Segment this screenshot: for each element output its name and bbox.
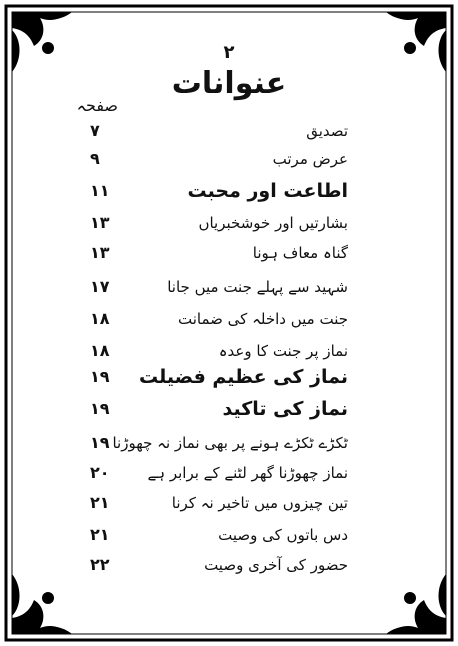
- toc-row: [70, 306, 348, 332]
- toc-entry-page: ۱۹: [90, 433, 110, 452]
- toc-row: [70, 118, 348, 144]
- toc-row: [70, 274, 348, 300]
- toc-entry-page: ۱۷: [90, 277, 110, 296]
- toc-entry-title: نماز پر جنت کا وعدہ: [218, 342, 348, 360]
- toc-row: [70, 396, 348, 422]
- toc-entry-title: تصدیق: [306, 122, 348, 140]
- toc-entry-page: ۱۳: [90, 243, 110, 262]
- toc-entry-title: نماز کی عظیم فضیلت: [139, 366, 348, 388]
- toc-row: [70, 338, 348, 364]
- toc-row: [70, 552, 348, 578]
- toc-entry-page: ۱۸: [90, 309, 110, 328]
- toc-row: [70, 522, 348, 548]
- page-column-header: صفحہ: [76, 96, 118, 115]
- toc-entry-title: جنت میں داخلہ کی ضمانت: [178, 310, 348, 328]
- toc-entry-title: اطاعت اور محبت: [187, 180, 348, 202]
- toc-entry-page: ۲۱: [90, 493, 110, 512]
- toc-entry-page: ۱۸: [90, 341, 110, 360]
- toc-row: [70, 240, 348, 266]
- toc-row: [70, 178, 348, 204]
- toc-entry-title: دس باتوں کی وصیت: [218, 526, 348, 544]
- toc-row: [70, 210, 348, 236]
- page-title: عنوانات: [171, 66, 287, 101]
- toc-entry-page: ۹: [90, 149, 100, 168]
- toc-entry-page: ۷: [90, 121, 100, 140]
- toc-entry-title: تین چیزوں میں تاخیر نہ کرنا: [171, 494, 348, 512]
- toc-entry-title: نماز کی تاکید: [222, 398, 348, 420]
- toc-entry-title: بشارتیں اور خوشخبریاں: [198, 214, 348, 232]
- toc-entry-page: ۱۳: [90, 213, 110, 232]
- toc-entry-title: عرض مرتب: [272, 150, 348, 168]
- toc-entry-page: ۱۹: [90, 399, 110, 418]
- toc-row: [70, 146, 348, 172]
- toc-entry-title: نماز چھوڑنا گھر لٹنے کے برابر ہے: [147, 464, 348, 482]
- toc-entry-page: ۱۱: [90, 181, 110, 200]
- toc-entry-page: ۱۹: [90, 367, 110, 386]
- toc-entry-page: ۲۰: [90, 463, 110, 482]
- toc-entry-page: ۲۲: [90, 555, 110, 574]
- page-number: ۲: [223, 42, 235, 63]
- toc-entry-title: حضور کی آخری وصیت: [204, 556, 348, 574]
- toc-row: [70, 490, 348, 516]
- corner-ornament-bottom-left: [12, 574, 72, 634]
- toc-entry-page: ۲۱: [90, 525, 110, 544]
- toc-row: [70, 460, 348, 486]
- toc-entry-title: گناہ معاف ہونا: [252, 244, 348, 262]
- corner-ornament-bottom-right: [386, 574, 446, 634]
- toc-row: [70, 430, 348, 456]
- toc-entry-title: ٹکڑے ٹکڑے ہونے پر بھی نماز نہ چھوڑنا: [112, 434, 348, 452]
- toc-row: [70, 364, 348, 390]
- toc-entry-title: شہید سے پہلے جنت میں جانا: [167, 278, 348, 296]
